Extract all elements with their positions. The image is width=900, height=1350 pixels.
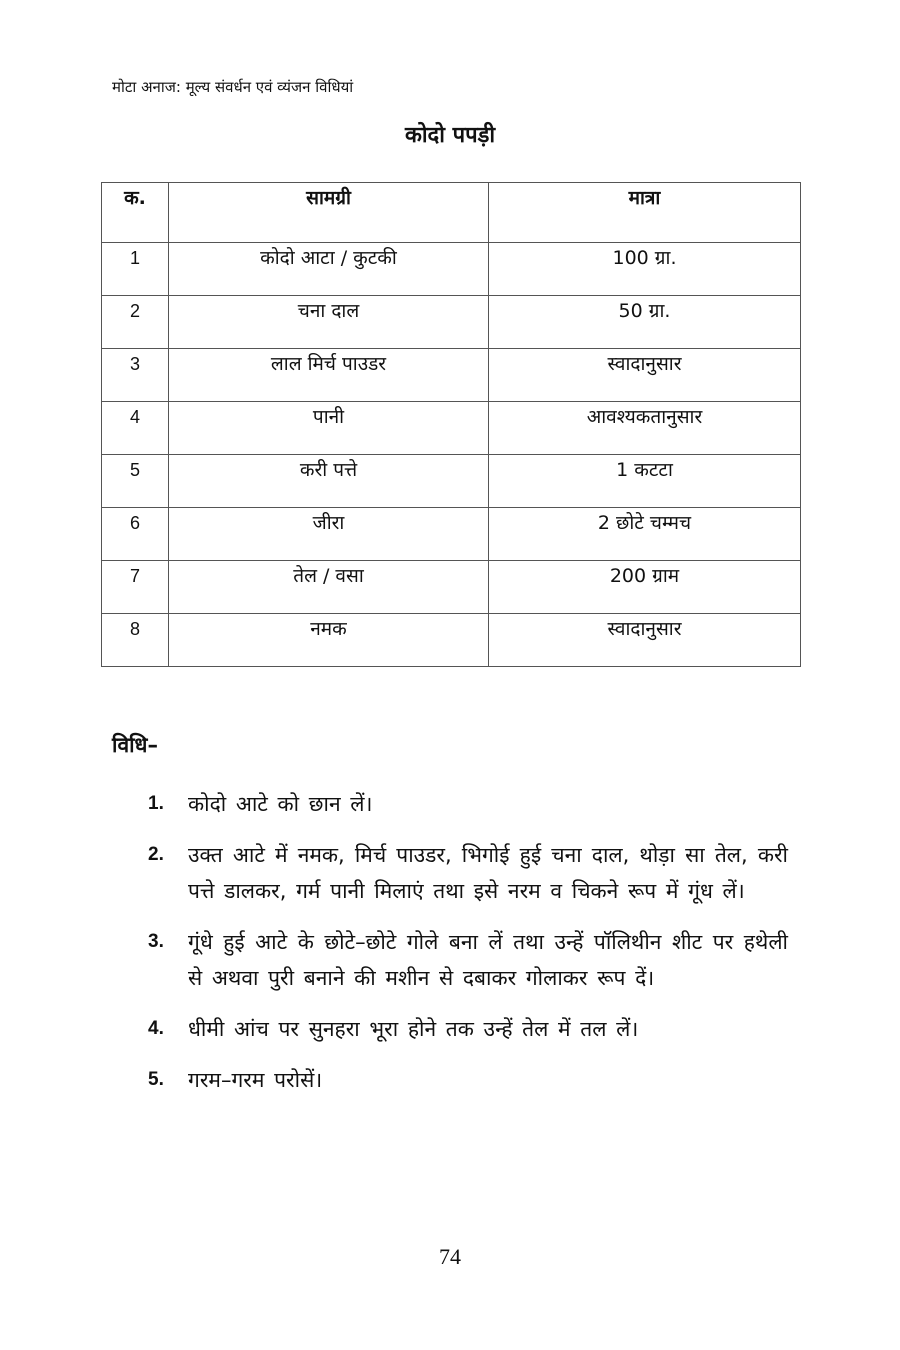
page-number: 74 xyxy=(439,1244,461,1269)
ingredient-quantity: 2 छोटे चम्मच xyxy=(489,508,801,561)
row-number: 6 xyxy=(102,508,169,561)
running-header: मोटा अनाज: मूल्य संवर्धन एवं व्यंजन विधियां xyxy=(112,78,354,96)
recipe-title: कोदो पपड़ी xyxy=(404,123,496,148)
column-header-number: क. xyxy=(102,183,169,243)
ingredient-name: नमक xyxy=(169,614,489,667)
list-item xyxy=(148,1011,788,1047)
ingredient-quantity: आवश्यकतानुसार xyxy=(489,402,801,455)
list-item xyxy=(148,786,788,822)
step-text: धीमी आंच पर सुनहरा भूरा होने तक उन्हें तेल में तल लें। xyxy=(188,1017,639,1041)
row-number: 3 xyxy=(102,349,169,402)
row-number: 4 xyxy=(102,402,169,455)
ingredient-quantity: 1 कटटा xyxy=(489,455,801,508)
row-number: 2 xyxy=(102,296,169,349)
table-row xyxy=(102,614,801,667)
table-row xyxy=(102,455,801,508)
table-row xyxy=(102,243,801,296)
row-number: 5 xyxy=(102,455,169,508)
list-item xyxy=(148,837,788,909)
ingredient-name: लाल मिर्च पाउडर xyxy=(169,349,489,402)
step-text: कोदो आटे को छान लें। xyxy=(188,792,373,816)
row-number: 1 xyxy=(102,243,169,296)
step-number: 2. xyxy=(148,844,164,865)
ingredient-name: चना दाल xyxy=(169,296,489,349)
ingredient-name: पानी xyxy=(169,402,489,455)
table-row xyxy=(102,349,801,402)
step-number: 3. xyxy=(148,931,164,952)
step-text: उक्त आटे में नमक, मिर्च पाउडर, भिगोई हुई चना दाल, थोड़ा सा तेल, करी पत्ते डालकर, गर्म पानी मिलाएं तथा इसे नरम व चिकने रूप में गूंध लें। xyxy=(188,843,788,903)
method-steps-list xyxy=(148,786,788,1113)
table-row xyxy=(102,508,801,561)
list-item xyxy=(148,1062,788,1098)
table-row xyxy=(102,296,801,349)
ingredient-quantity: 200 ग्राम xyxy=(489,561,801,614)
ingredient-name: करी पत्ते xyxy=(169,455,489,508)
list-item xyxy=(148,924,788,996)
column-header-ingredient: सामग्री xyxy=(169,183,489,243)
table-header-row xyxy=(102,183,801,243)
column-header-quantity: मात्रा xyxy=(489,183,801,243)
row-number: 8 xyxy=(102,614,169,667)
ingredient-name: तेल / वसा xyxy=(169,561,489,614)
ingredients-table xyxy=(101,182,801,667)
step-number: 5. xyxy=(148,1069,164,1090)
ingredient-quantity: 50 ग्रा. xyxy=(489,296,801,349)
step-text: गरम–गरम परोसें। xyxy=(188,1068,323,1092)
table-row xyxy=(102,402,801,455)
method-heading: विधि– xyxy=(112,733,158,757)
step-number: 4. xyxy=(148,1018,164,1039)
ingredient-quantity: स्वादानुसार xyxy=(489,349,801,402)
ingredient-quantity: 100 ग्रा. xyxy=(489,243,801,296)
step-number: 1. xyxy=(148,793,164,814)
ingredient-name: जीरा xyxy=(169,508,489,561)
table-row xyxy=(102,561,801,614)
row-number: 7 xyxy=(102,561,169,614)
ingredient-quantity: स्वादानुसार xyxy=(489,614,801,667)
step-text: गूंधे हुई आटे के छोटे–छोटे गोले बना लें तथा उन्हें पॉलिथीन शीट पर हथेली से अथवा पुरी बनाने की मशीन से दबाकर गोलाकर रूप दें। xyxy=(188,930,788,990)
ingredient-name: कोदो आटा / कुटकी xyxy=(169,243,489,296)
